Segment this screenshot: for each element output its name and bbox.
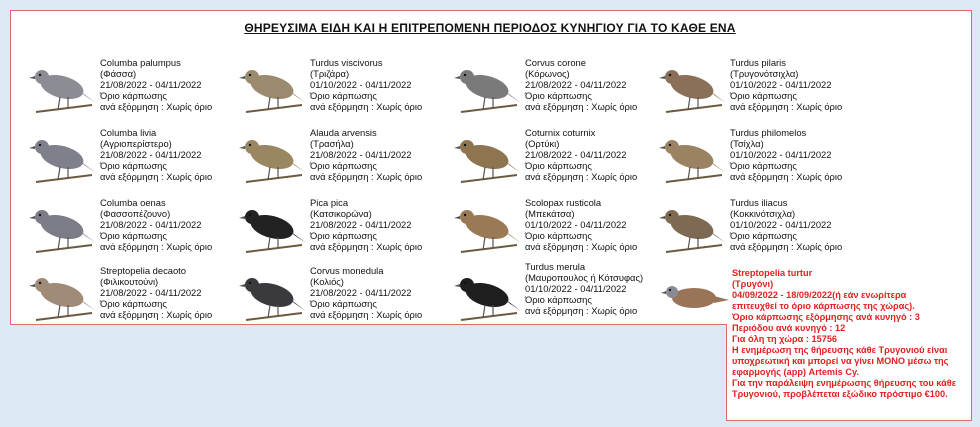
bag-limit-value: ανά εξόρμηση : Χωρίς όριο xyxy=(730,171,843,183)
special-line: Τρυγονιού, προβλέπεται εξώδικο πρόστιμο €100. xyxy=(732,389,948,399)
species-greek-name: (Τρασήλα) xyxy=(310,138,354,150)
species-latin-name: Corvus corone xyxy=(525,57,586,68)
bag-limit-label: Όριο κάρπωσης xyxy=(100,230,167,242)
hunting-period: 01/10/2022 - 04/11/2022 xyxy=(730,149,832,161)
bag-limit-label: Όριο κάρπωσης xyxy=(525,90,592,102)
species-latin-name: Columba palumpus xyxy=(100,57,181,68)
species-greek-name: (Κοκκινότσιχλα) xyxy=(730,208,796,220)
hunting-period: 21/08/2022 - 04/11/2022 xyxy=(100,219,202,231)
bird-icon xyxy=(28,265,98,327)
species-greek-name: (Μαυροπουλος ή Κότσυφας) xyxy=(525,272,644,284)
species-card xyxy=(453,57,668,123)
species-latin-name: Turdus pilaris xyxy=(730,57,786,68)
hunting-period: 21/08/2022 - 04/11/2022 xyxy=(100,287,202,299)
bag-limit-label: Όριο κάρπωσης xyxy=(310,230,377,242)
species-card xyxy=(238,197,453,263)
bird-icon xyxy=(453,197,523,259)
species-latin-name: Pica pica xyxy=(310,197,349,208)
hunting-period: 01/10/2022 - 04/11/2022 xyxy=(525,219,627,231)
special-line: Streptopelia turtur xyxy=(732,268,813,278)
bird-icon xyxy=(238,265,308,327)
page-title: ΘΗΡΕΥΣΙΜΑ ΕΙΔΗ ΚΑΙ Η ΕΠΙΤΡΕΠΟΜΕΝΗ ΠΕΡΙΟΔΟΣ ΚΥΝΗΓΙΟΥ ΓΙΑ ΤΟ ΚΑΘΕ ΕΝΑ xyxy=(244,21,736,35)
bag-limit-label: Όριο κάρπωσης xyxy=(100,160,167,172)
species-card xyxy=(453,197,668,263)
species-latin-name: Turdus viscivorus xyxy=(310,57,383,68)
species-card xyxy=(238,127,453,193)
hunting-period: 21/08/2022 - 04/11/2022 xyxy=(100,79,202,91)
species-greek-name: (Μπεκάτσα) xyxy=(525,208,575,220)
species-card xyxy=(453,127,668,193)
species-latin-name: Turdus merula xyxy=(525,261,586,272)
hunting-period: 21/08/2022 - 04/11/2022 xyxy=(310,149,412,161)
special-line: υποχρεωτική και μπορεί να γίνει ΜΟΝΟ μέσω της xyxy=(732,356,949,366)
species-greek-name: (Κόρωνος) xyxy=(525,68,570,80)
bag-limit-value: ανά εξόρμηση : Χωρίς όριο xyxy=(525,101,638,113)
species-latin-name: Alauda arvensis xyxy=(310,127,377,138)
hunting-period: 21/08/2022 - 04/11/2022 xyxy=(100,149,202,161)
species-latin-name: Coturnix coturnix xyxy=(525,127,596,138)
special-line: Όριο κάρπωσης εξόρμησης ανά κυνηγό : 3 xyxy=(732,312,920,322)
bird-icon xyxy=(28,197,98,259)
species-greek-name: (Κολιός) xyxy=(310,276,344,288)
bag-limit-value: ανά εξόρμηση : Χωρίς όριο xyxy=(100,241,213,253)
bag-limit-value: ανά εξόρμηση : Χωρίς όριο xyxy=(525,241,638,253)
species-greek-name: (Τριζάρα) xyxy=(310,68,350,80)
special-line: (Τρυγόνι) xyxy=(732,279,774,289)
bag-limit-label: Όριο κάρπωσης xyxy=(100,90,167,102)
bird-icon xyxy=(453,127,523,189)
bird-icon xyxy=(238,57,308,119)
hunting-period: 01/10/2022 - 04/11/2022 xyxy=(310,79,412,91)
bag-limit-value: ανά εξόρμηση : Χωρίς όριο xyxy=(310,101,423,113)
bag-limit-label: Όριο κάρπωσης xyxy=(310,298,377,310)
bag-limit-value: ανά εξόρμηση : Χωρίς όριο xyxy=(525,171,638,183)
hunting-period: 01/10/2022 - 04/11/2022 xyxy=(525,283,627,295)
bag-limit-label: Όριο κάρπωσης xyxy=(525,230,592,242)
hunting-period: 21/08/2022 - 04/11/2022 xyxy=(310,287,412,299)
bird-icon xyxy=(28,127,98,189)
hunting-period: 01/10/2022 - 04/11/2022 xyxy=(730,219,832,231)
special-line: Περιόδου ανά κυνηγό : 12 xyxy=(732,323,846,333)
species-greek-name: (Φασσοπέζουνο) xyxy=(100,208,171,220)
special-line: Για όλη τη χώρα : 15756 xyxy=(732,334,838,344)
bag-limit-value: ανά εξόρμηση : Χωρίς όριο xyxy=(730,101,843,113)
hunting-period: 01/10/2022 - 04/11/2022 xyxy=(730,79,832,91)
turtle-dove-info xyxy=(732,268,956,400)
bag-limit-value: ανά εξόρμηση : Χωρίς όριο xyxy=(310,241,423,253)
special-line: εφαρμογής (app) Artemis Cy. xyxy=(732,367,859,377)
bird-icon xyxy=(28,57,98,119)
bag-limit-value: ανά εξόρμηση : Χωρίς όριο xyxy=(730,241,843,253)
special-line: Για την παράλειψη ενημέρωσης θήρευσης του κάθε xyxy=(732,378,957,388)
bag-limit-label: Όριο κάρπωσης xyxy=(310,90,377,102)
bag-limit-value: ανά εξόρμηση : Χωρίς όριο xyxy=(310,171,423,183)
bird-icon xyxy=(453,57,523,119)
species-latin-name: Columba oenas xyxy=(100,197,166,208)
bird-icon xyxy=(658,127,728,189)
species-greek-name: (Φιλικουτούνι) xyxy=(100,276,159,288)
species-latin-name: Columba livia xyxy=(100,127,157,138)
species-card xyxy=(658,127,873,193)
species-greek-name: (Αγριοπερίστερο) xyxy=(100,138,172,150)
bird-icon xyxy=(238,127,308,189)
bag-limit-value: ανά εξόρμηση : Χωρίς όριο xyxy=(310,309,423,321)
species-card xyxy=(28,197,243,263)
species-greek-name: (Κατσικορώνα) xyxy=(310,208,372,220)
bag-limit-value: ανά εξόρμηση : Χωρίς όριο xyxy=(525,305,638,317)
turtle-dove-bird-icon xyxy=(660,272,730,322)
species-card xyxy=(238,57,453,123)
species-latin-name: Turdus iliacus xyxy=(730,197,788,208)
bag-limit-label: Όριο κάρπωσης xyxy=(525,160,592,172)
species-card xyxy=(28,57,243,123)
species-card xyxy=(453,261,668,331)
bag-limit-label: Όριο κάρπωσης xyxy=(310,160,377,172)
species-card xyxy=(238,265,453,331)
bag-limit-value: ανά εξόρμηση : Χωρίς όριο xyxy=(100,171,213,183)
species-latin-name: Corvus monedula xyxy=(310,265,384,276)
species-greek-name: (Φάσσα) xyxy=(100,68,137,80)
hunting-period: 21/08/2022 - 04/11/2022 xyxy=(525,149,627,161)
bird-icon xyxy=(658,57,728,119)
species-latin-name: Streptopelia decaoto xyxy=(100,265,187,276)
species-card xyxy=(28,265,243,331)
bag-limit-value: ανά εξόρμηση : Χωρίς όριο xyxy=(100,101,213,113)
bird-icon xyxy=(453,265,523,327)
special-line: επιτευχθεί το όριο κάρπωσης της χώρας). xyxy=(732,301,915,311)
species-latin-name: Turdus philomelos xyxy=(730,127,807,138)
species-latin-name: Scolopax rusticola xyxy=(525,197,602,208)
special-line: 04/09/2022 - 18/09/2022(ή εάν ενωρίτερα xyxy=(732,290,907,300)
bird-icon xyxy=(658,197,728,259)
species-greek-name: (Τρυγονότσιχλα) xyxy=(730,68,799,80)
species-greek-name: (Τσίχλα) xyxy=(730,138,764,150)
bag-limit-label: Όριο κάρπωσης xyxy=(730,160,797,172)
bag-limit-value: ανά εξόρμηση : Χωρίς όριο xyxy=(100,309,213,321)
species-card xyxy=(658,197,873,263)
bag-limit-label: Όριο κάρπωσης xyxy=(100,298,167,310)
species-card xyxy=(658,57,873,123)
hunting-period: 21/08/2022 - 04/11/2022 xyxy=(525,79,627,91)
hunting-period: 21/08/2022 - 04/11/2022 xyxy=(310,219,412,231)
bag-limit-label: Όριο κάρπωσης xyxy=(525,294,592,306)
species-card xyxy=(28,127,243,193)
bird-icon xyxy=(238,197,308,259)
species-greek-name: (Ορτύκι) xyxy=(525,138,560,150)
special-line: Η ενημέρωση της θήρευσης κάθε Τρυγονιού είναι xyxy=(732,345,948,355)
bag-limit-label: Όριο κάρπωσης xyxy=(730,230,797,242)
bag-limit-label: Όριο κάρπωσης xyxy=(730,90,797,102)
